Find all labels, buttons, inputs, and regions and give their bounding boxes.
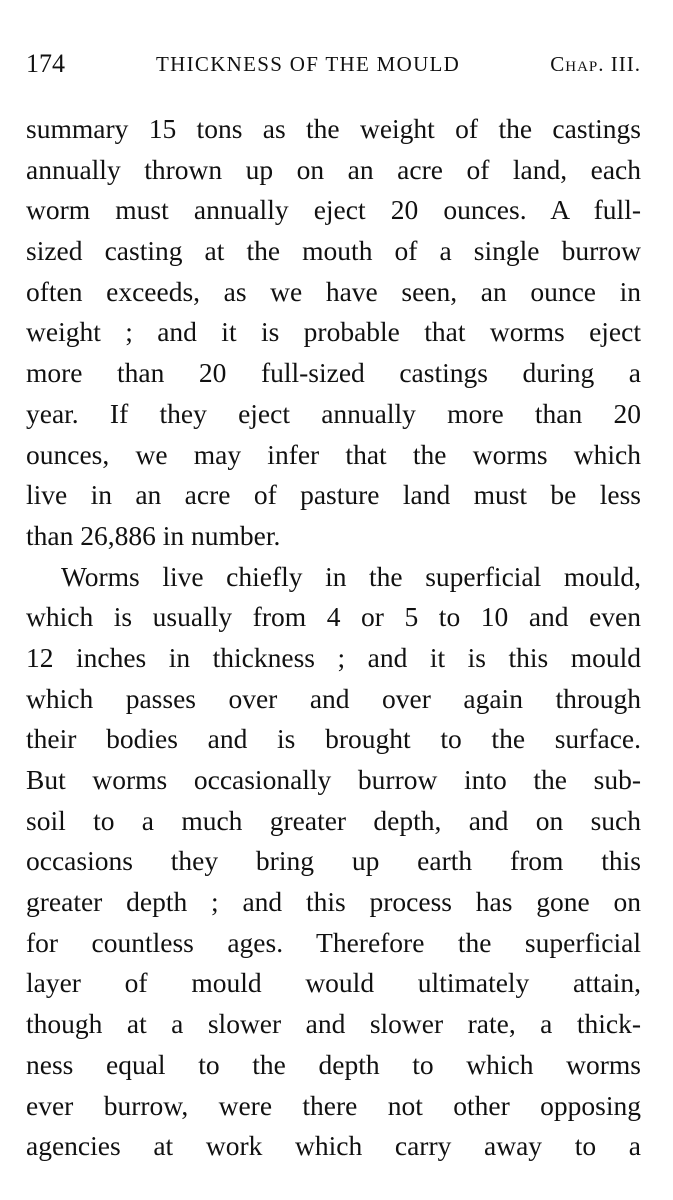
chapter-label: Chap. III. [550, 52, 641, 76]
text-line: their bodies and is brought to the surface. [26, 723, 641, 755]
text-line: 12 inches in thickness ; and it is this mould [26, 641, 641, 673]
body-text [26, 109, 641, 1167]
text-line: though at a slower and slower rate, a thick- [26, 1008, 641, 1040]
text-line: occasions they bring up earth from this [26, 845, 641, 877]
text-line: But worms occasionally burrow into the sub- [26, 764, 641, 795]
text-line: often exceeds, as we have seen, an ounce in [26, 275, 641, 307]
text-line: year. If they eject annually more than 20 [26, 397, 641, 429]
running-title: THICKNESS OF THE MOULD [156, 52, 461, 76]
text-line: weight ; and it is probable that worms eject [26, 316, 641, 348]
text-line: than 26,886 in number. [26, 519, 281, 551]
text-line: layer of mould would ultimately attain, [26, 967, 641, 999]
text-line: which is usually from 4 or 5 to 10 and even [26, 601, 641, 633]
text-line: soil to a much greater depth, and on such [26, 804, 641, 836]
text-line: live in an acre of pasture land must be less [26, 479, 641, 511]
running-head [26, 44, 641, 84]
page-number: 174 [26, 49, 65, 78]
paragraph [26, 557, 641, 1167]
text-line: annually thrown up on an acre of land, each [26, 153, 641, 185]
text-line: for countless ages. Therefore the superficial [26, 926, 641, 958]
text-line: ness equal to the depth to which worms [26, 1048, 641, 1080]
text-line: more than 20 full-sized castings during a [26, 357, 641, 389]
text-line: worm must annually eject 20 ounces. A full- [26, 194, 641, 226]
text-line: greater depth ; and this process has gone on [26, 886, 641, 918]
text-line: sized casting at the mouth of a single burrow [26, 235, 641, 267]
text-line: Worms live chiefly in the superficial mould, [61, 560, 641, 592]
text-line: summary 15 tons as the weight of the castings [26, 113, 641, 144]
text-line: agencies at work which carry away to a [26, 1130, 641, 1162]
text-line: which passes over and over again through [26, 682, 641, 714]
text-line: ever burrow, were there not other opposing [26, 1089, 641, 1121]
text-line: ounces, we may infer that the worms which [26, 438, 641, 470]
paragraph [26, 109, 641, 557]
